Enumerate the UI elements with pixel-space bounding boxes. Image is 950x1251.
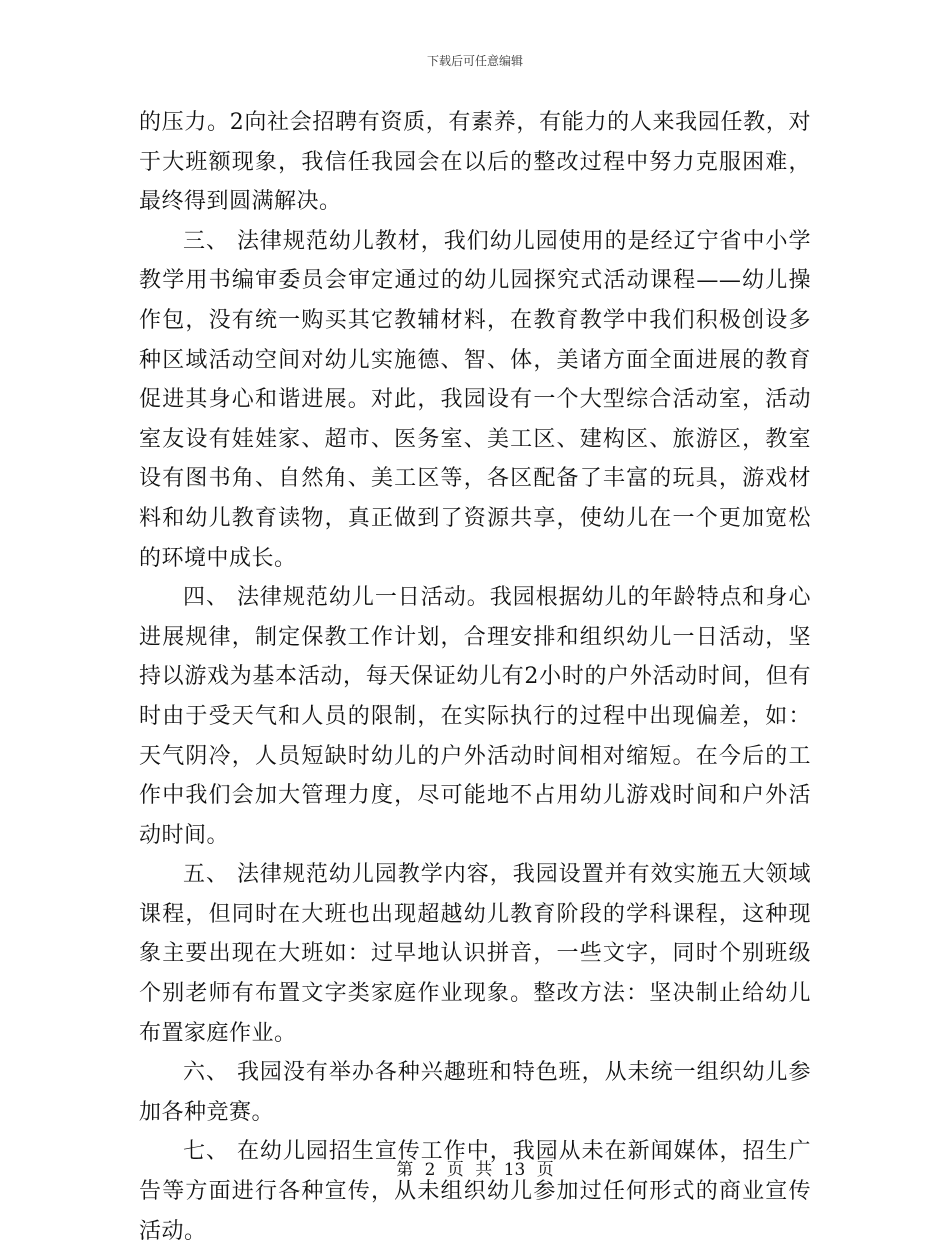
paragraph-continuation: 的压力。2向社会招聘有资质，有素养，有能力的人来我园任教，对于大班额现象，我信任我园会在以后的整改过程中努力克服困难，最终得到圆满解决。 [139,110,811,215]
page-number-footer: 第 2 页 共 13 页 [396,1160,554,1180]
page-header: 下载后可任意编辑 [426,54,523,68]
paragraph-section-4: 四、 法律规范幼儿一日活动。我园根据幼儿的年龄特点和身心进展规律，制定保教工作计划，合理安排和组织幼儿一日活动，坚持以游戏为基本活动，每天保证幼儿有2小时的户外活动时间，但有时由于受天气和人员的限制，在实际执行的过程中出现偏差，如：天气阴冷，人员短缺时幼儿的户外活动时间相对缩短。在今后的工作中我们会加大管理力度，尽可能地不占用幼儿游戏时间和户外活动时间。 [139,585,811,848]
paragraph-section-6: 六、 我园没有举办各种兴趣班和特色班，从未统一组织幼儿参加各种竞赛。 [139,1060,811,1125]
paragraph-section-5: 五、 法律规范幼儿园教学内容，我园设置并有效实施五大领域课程，但同时在大班也出现超越幼儿教育阶段的学科课程，这种现象主要出现在大班如：过早地认识拼音，一些文字，同时个别班级个别老师有布置文字类家庭作业现象。整改方法：坚决制止给幼儿布置家庭作业。 [139,862,811,1046]
paragraph-section-3: 三、 法律规范幼儿教材，我们幼儿园使用的是经辽宁省中小学教学用书编审委员会审定通过的幼儿园探究式活动课程——幼儿操作包，没有统一购买其它教辅材料，在教育教学中我们积极创设多种区域活动空间对幼儿实施德、智、体，美诸方面全面进展的教育促进其身心和谐进展。对此，我园设有一个大型综合活动室，活动室友设有娃娃家、超市、医务室、美工区、建构区、旅游区，教室设有图书角、自然角、美工区等，各区配备了丰富的玩具，游戏材料和幼儿教育读物，真正做到了资源共享，使幼儿在一个更加宽松的环境中成长。 [139,228,811,571]
document-body [139,103,811,1251]
paragraph-section-7: 七、 在幼儿园招生宣传工作中，我园从未在新闻媒体，招生广告等方面进行各种宣传，从未组织幼儿参加过任何形式的商业宣传活动。 [139,1139,811,1244]
